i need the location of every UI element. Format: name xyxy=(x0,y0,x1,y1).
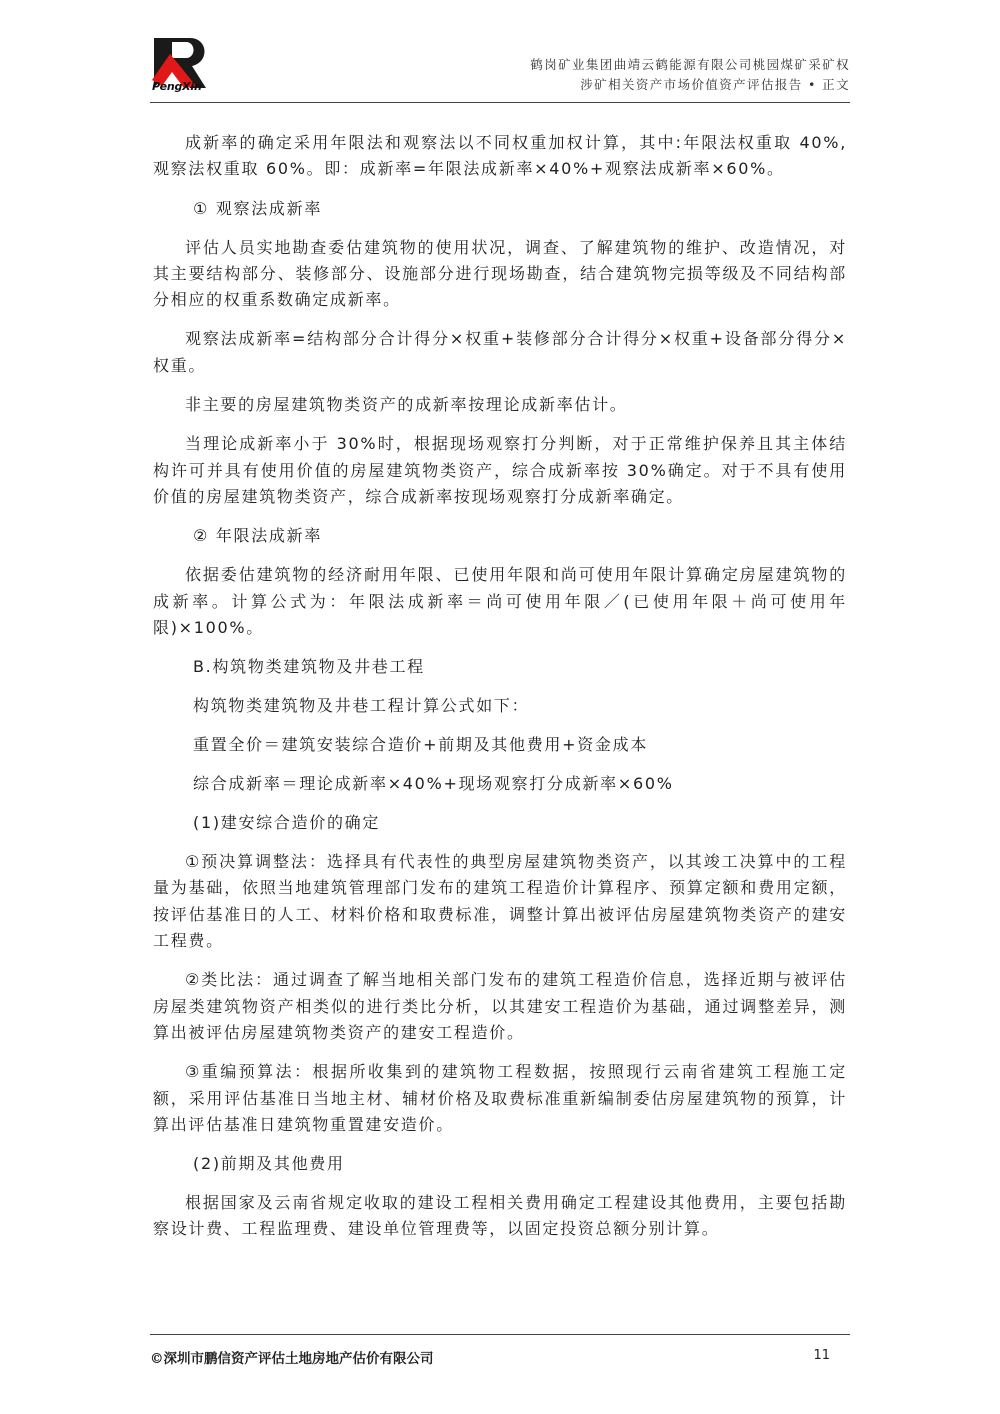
paragraph-age-formula: 依据委估建筑物的经济耐用年限、已使用年限和尚可使用年限计算确定房屋建筑物的成新率。计算公式为：年限法成新率＝尚可使用年限／(已使用年限＋尚可使用年限)×100%。 xyxy=(153,565,847,637)
paragraph-analogy-method: ②类比法：通过调查了解当地相关部门发布的建筑工程造价信息，选择近期与被评估房屋类建筑物资产相类似的进行类比分析，以其建安工程造价为基础，通过调整差异，测算出被评估房屋建筑物类资产的建安工程造价。 xyxy=(153,970,847,1042)
structures-formula-intro: 构筑物类建筑物及井巷工程计算公式如下： xyxy=(193,696,530,716)
header-title-line-2: 涉矿相关资产市场价值资产评估报告 • 正文 xyxy=(580,77,850,92)
paragraph-threshold: 当理论成新率小于 30%时，根据现场观察打分判断，对于正常维护保养且其主体结构许可并具有使用价值的房屋建筑物类资产，综合成新率按 30%确定。对于不具有使用价值的房屋建筑物类资产，综合成新率按现场观察打分成新率确定。 xyxy=(153,434,847,506)
paragraph-site-inspection: 评估人员实地勘查委估建筑物的使用状况，调查、了解建筑物的维护、改造情况，对其主要结构部分、装修部分、设施部分进行现场勘查，结合建筑物完损等级及不同结构部分相应的权重系数确定成新率。 xyxy=(153,237,847,310)
paragraph-observation-formula: 观察法成新率=结构部分合计得分×权重+装修部分合计得分×权重+设备部分得分×权重。 xyxy=(153,329,847,375)
footer-company: ©深圳市鹏信资产评估土地房地产估价有限公司 xyxy=(150,1351,434,1367)
formula-composite-rate: 综合成新率＝理论成新率×40%+现场观察打分成新率×60% xyxy=(193,774,674,794)
report-body xyxy=(153,130,847,1256)
section-construction-cost: (1)建安综合造价的确定 xyxy=(193,813,381,833)
paragraph-budget-adjustment: ①预决算调整法：选择具有代表性的典型房屋建筑物类资产，以其竣工决算中的工程量为基础，依照当地建筑管理部门发布的建筑工程造价计算程序、预算定额和费用定额，按评估基准日的人工、材料价格和取费标准，调整计算出被评估房屋建筑物类资产的建安工程费。 xyxy=(153,852,847,951)
paragraph-non-main-assets: 非主要的房屋建筑物类资产的成新率按理论成新率估计。 xyxy=(185,395,628,415)
paragraph-other-costs: 根据国家及云南省规定收取的建设工程相关费用确定工程建设其他费用，主要包括勘察设计费、工程监理费、建设单位管理费等，以固定投资总额分别计算。 xyxy=(153,1193,847,1239)
page-number: 11 xyxy=(813,1348,830,1363)
formula-replacement-cost: 重置全价＝建筑安装综合造价+前期及其他费用+资金成本 xyxy=(193,735,649,755)
logo-wordmark: PengXin xyxy=(152,80,202,93)
section-structures: B.构筑物类建筑物及井巷工程 xyxy=(193,657,425,677)
header-divider xyxy=(150,102,850,103)
paragraph-weighting: 成新率的确定采用年限法和观察法以不同权重加权计算，其中:年限法权重取 40%,观察法权重取 60%。即：成新率=年限法成新率×40%+观察法成新率×60%。 xyxy=(153,133,847,179)
section-preliminary-costs: (2)前期及其他费用 xyxy=(193,1154,345,1174)
paragraph-rebudget-method: ③重编预算法：根据所收集到的建筑物工程数据，按照现行云南省建筑工程施工定额，采用评估基准日当地主材、辅材价格及取费标准重新编制委估房屋建筑物的预算，计算出评估基准日建筑物重置建安造价。 xyxy=(153,1062,847,1134)
header-title-line-1: 鹤岗矿业集团曲靖云鹤能源有限公司桃园煤矿采矿权 xyxy=(530,57,850,72)
footer-divider xyxy=(150,1334,850,1335)
section-age-method: ② 年限法成新率 xyxy=(193,526,323,546)
section-observation-method: ① 观察法成新率 xyxy=(193,198,323,218)
report-header xyxy=(530,55,850,95)
